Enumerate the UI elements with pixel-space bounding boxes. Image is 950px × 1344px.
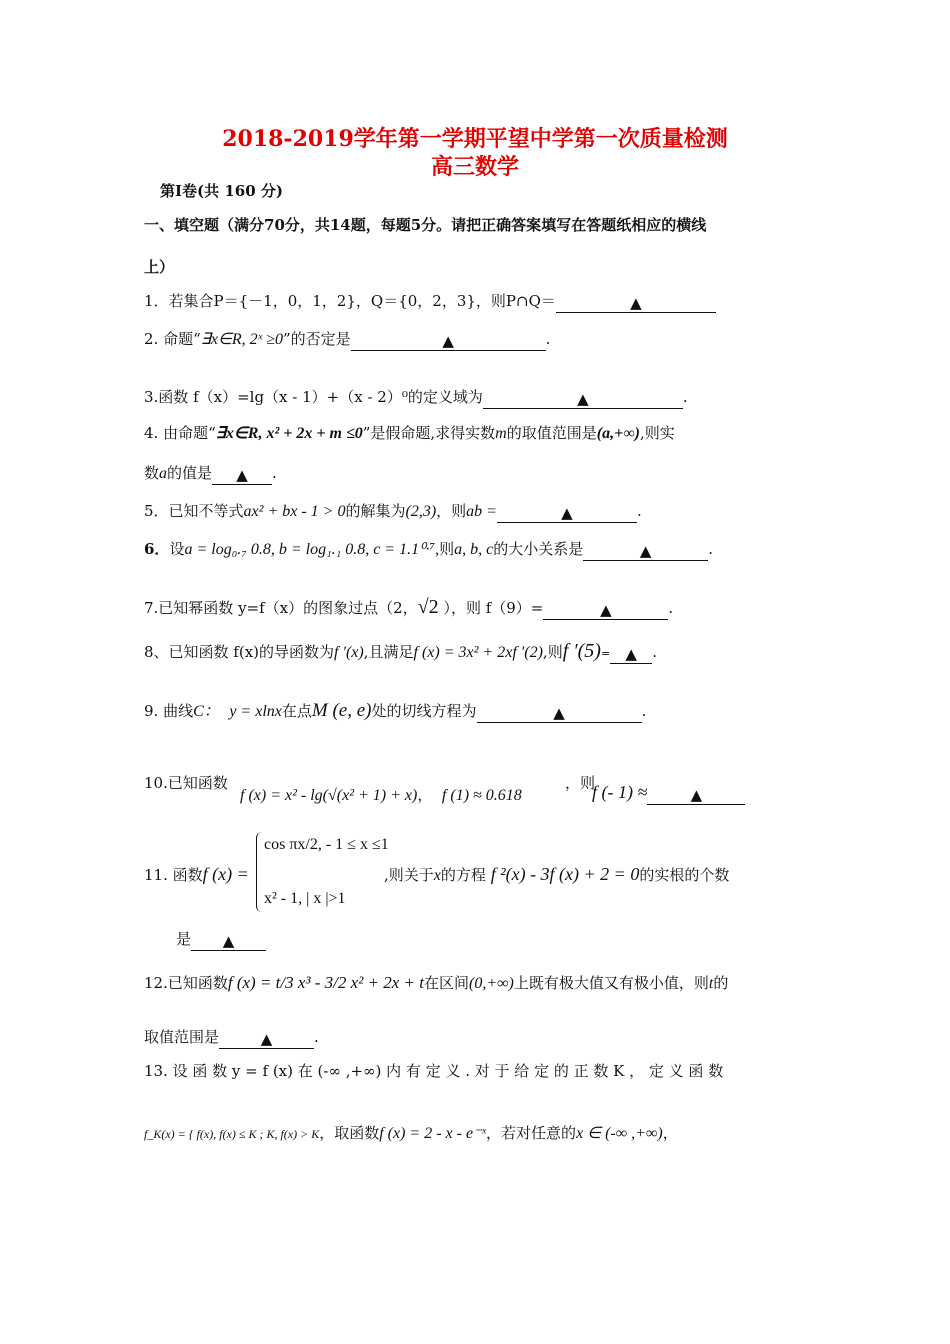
section-heading-line2: 上） bbox=[144, 258, 175, 276]
math-expression: f (x) = bbox=[202, 864, 249, 884]
math-expression: ab = bbox=[466, 503, 497, 520]
question-11-line2 bbox=[176, 928, 266, 949]
question-11 bbox=[144, 864, 249, 885]
period: . bbox=[272, 464, 277, 482]
question-text: 的方程 bbox=[440, 866, 486, 884]
math-expression: f (x) = t/3 x³ - 3/2 x² + 2x + t bbox=[227, 973, 424, 992]
question-text: 上既有极大值又有极小值，则 bbox=[513, 974, 709, 992]
math-variable: x bbox=[433, 867, 441, 884]
question-text: 取值范围是 bbox=[144, 1028, 220, 1046]
question-3 bbox=[144, 386, 688, 407]
question-text: 5．已知不等式 bbox=[144, 502, 244, 520]
math-expression: f (1) ≈ 0.618 bbox=[441, 787, 522, 804]
question-text: 12.已知函数 bbox=[144, 974, 228, 992]
question-text: 则 bbox=[439, 540, 455, 558]
answer-marker: ▲ bbox=[260, 1030, 273, 1048]
question-text: 7.已知幂函数 y=f（x）的图象过点（2， bbox=[144, 599, 418, 617]
piecewise-brace bbox=[256, 832, 263, 912]
question-text: 8、已知函数 f(x)的导函数为 bbox=[144, 643, 335, 661]
answer-blank[interactable] bbox=[647, 786, 745, 805]
question-text: ， bbox=[417, 786, 433, 804]
math-expression: f_K(x) = { f(x), f(x) ≤ K ; K, f(x) > K bbox=[144, 1127, 320, 1141]
question-text: 9. 曲线 bbox=[144, 702, 194, 720]
math-expression: M (e, e) bbox=[311, 700, 372, 721]
answer-blank[interactable] bbox=[543, 601, 668, 620]
math-expression: f (x) = x² - lg(√(x² + 1) + x) bbox=[240, 787, 418, 804]
question-text: 数 bbox=[144, 464, 160, 482]
question-4-line1 bbox=[144, 422, 675, 443]
question-text: 11. 函数 bbox=[144, 866, 203, 884]
piecewise-case-2: x² - 1, | x |>1 bbox=[264, 890, 346, 907]
question-10-answer bbox=[592, 782, 745, 803]
answer-marker: ▲ bbox=[630, 294, 642, 312]
question-6 bbox=[144, 538, 713, 559]
question-11-rest bbox=[384, 864, 729, 885]
answer-marker: ▲ bbox=[600, 601, 612, 619]
answer-blank[interactable] bbox=[212, 466, 272, 485]
math-expression: C： bbox=[193, 703, 220, 720]
answer-blank[interactable] bbox=[351, 332, 546, 351]
math-variable: t bbox=[708, 975, 714, 992]
question-text: 在点 bbox=[281, 702, 312, 720]
math-interval: (2,3) bbox=[405, 503, 437, 520]
question-10-math bbox=[240, 784, 522, 805]
page-title: 2018-2019学年第一学期平望中学第一次质量检测 bbox=[222, 126, 728, 152]
period: . bbox=[636, 502, 642, 520]
comma: ， bbox=[662, 1124, 678, 1142]
question-9 bbox=[144, 698, 646, 722]
question-10-tail bbox=[565, 772, 595, 793]
answer-marker: ▲ bbox=[577, 390, 589, 408]
question-text: ,则关于 bbox=[384, 866, 434, 884]
question-text: 处的切线方程为 bbox=[371, 702, 477, 720]
question-text: ,则实 bbox=[639, 424, 675, 442]
question-text: 是 bbox=[176, 930, 192, 948]
period: . bbox=[314, 1028, 319, 1046]
answer-marker: ▲ bbox=[442, 332, 454, 350]
answer-blank[interactable] bbox=[483, 390, 683, 409]
question-text: 的值是 bbox=[167, 464, 213, 482]
period: . bbox=[708, 540, 713, 558]
question-13-line2 bbox=[144, 1122, 678, 1143]
math-expression: f (- 1) ≈ bbox=[592, 782, 648, 802]
answer-blank[interactable] bbox=[497, 504, 637, 523]
answer-blank[interactable] bbox=[219, 1030, 314, 1049]
math-expression: f (x) = 3x² + 2xf ′(2) bbox=[413, 644, 543, 661]
math-expression: f ′(x) bbox=[334, 644, 364, 661]
answer-marker: ▲ bbox=[222, 932, 235, 950]
question-text: 4. 由命题“ bbox=[144, 424, 216, 442]
question-text: ，则 bbox=[436, 502, 467, 520]
question-text: 的大小关系是 bbox=[493, 540, 584, 558]
period: . bbox=[545, 330, 551, 348]
question-12-line2 bbox=[144, 1026, 319, 1047]
question-text: 的取值范围是 bbox=[506, 424, 597, 442]
question-text: ,则 bbox=[542, 643, 563, 661]
question-text: 10.已知函数 bbox=[144, 774, 228, 792]
question-10 bbox=[144, 772, 228, 793]
math-expression: f ′(5) bbox=[562, 640, 601, 662]
math-expression: ax² + bx - 1 > 0 bbox=[243, 503, 346, 520]
question-text: ，取函数 bbox=[319, 1124, 380, 1142]
answer-blank[interactable] bbox=[610, 645, 652, 664]
question-text: ,且满足 bbox=[363, 643, 414, 661]
answer-blank[interactable] bbox=[556, 294, 716, 313]
question-text: 的实根的个数 bbox=[639, 866, 730, 884]
math-sqrt: √2 bbox=[417, 596, 439, 618]
answer-blank[interactable] bbox=[477, 704, 642, 723]
question-13-line1: 13. 设 函 数 y = f (x) 在 (-∞ ,+∞) 内 有 定 义 . 对 于 给 定 的 正 数 K ， 定 义 函 数 bbox=[144, 1062, 724, 1080]
question-7 bbox=[144, 596, 673, 619]
question-text: ，若对任意的 bbox=[486, 1124, 577, 1142]
page-subtitle: 高三数学 bbox=[430, 154, 519, 180]
math-variables: a, b, c bbox=[454, 541, 494, 558]
math-expression: a = log₀.₇ 0.8, b = log₁.₁ 0.8, c = 1.1⁰·⁷, bbox=[184, 541, 440, 558]
answer-marker: ▲ bbox=[639, 542, 652, 560]
question-5 bbox=[144, 500, 642, 521]
period: . bbox=[652, 643, 657, 661]
answer-marker: ▲ bbox=[690, 786, 703, 804]
answer-marker: ▲ bbox=[561, 504, 573, 522]
question-12 bbox=[144, 972, 728, 993]
period: . bbox=[682, 388, 688, 406]
question-text: ），则 f（9）= bbox=[438, 599, 544, 617]
question-text: 在区间 bbox=[424, 974, 470, 992]
volume-label: 第Ⅰ卷(共 160 分) bbox=[160, 182, 283, 200]
section-heading-line1: 一、填空题（满分70分，共14题，每题5分。请把正确答案填写在答题纸相应的横线 bbox=[144, 216, 707, 234]
question-2 bbox=[144, 328, 550, 349]
question-8 bbox=[144, 640, 657, 663]
question-text: 的解集为 bbox=[345, 502, 406, 520]
question-text: 2. 命题“ bbox=[144, 330, 201, 348]
question-text: 的 bbox=[713, 974, 729, 992]
math-interval: (a,+∞) bbox=[596, 425, 640, 442]
math-expression: ∃x∈R, 2ˣ ≥0 bbox=[200, 331, 283, 348]
math-expression: ∃x∈R, x² + 2x + m ≤0 bbox=[215, 425, 363, 442]
question-4-line2 bbox=[144, 462, 277, 483]
period: . bbox=[641, 702, 647, 720]
math-expression: y = xlnx bbox=[229, 703, 282, 720]
math-interval: (0,+∞) bbox=[469, 975, 514, 992]
math-variable: a bbox=[159, 465, 168, 482]
answer-blank[interactable] bbox=[583, 542, 708, 561]
question-text: ”的否定是 bbox=[282, 330, 351, 348]
equals-sign: = bbox=[600, 647, 611, 660]
math-expression: x ∈ (-∞ ,+∞) bbox=[576, 1125, 663, 1142]
answer-marker: ▲ bbox=[553, 704, 565, 722]
question-text: ，则 bbox=[565, 774, 596, 792]
math-variable: m bbox=[495, 425, 507, 442]
piecewise-case-1: cos πx/2, - 1 ≤ x ≤1 bbox=[264, 836, 389, 853]
question-text: 设 bbox=[169, 540, 185, 558]
question-text: 3.函数 f（x）=lg（x - 1）+（x - 2）⁰的定义域为 bbox=[144, 388, 483, 406]
math-expression: f ²(x) - 3f (x) + 2 = 0 bbox=[490, 864, 640, 884]
question-number: 6． bbox=[144, 540, 170, 558]
question-text: ”是假命题,求得实数 bbox=[362, 424, 496, 442]
question-1 bbox=[144, 290, 716, 311]
answer-marker: ▲ bbox=[625, 645, 637, 663]
answer-marker: ▲ bbox=[236, 466, 248, 484]
math-expression: f (x) = 2 - x - e⁻ˣ bbox=[379, 1125, 487, 1142]
period: . bbox=[668, 599, 674, 617]
question-text: 1．若集合P＝{－1，0，1，2}，Q＝{0，2，3}，则P∩Q＝ bbox=[144, 292, 556, 310]
answer-blank[interactable] bbox=[191, 932, 266, 951]
